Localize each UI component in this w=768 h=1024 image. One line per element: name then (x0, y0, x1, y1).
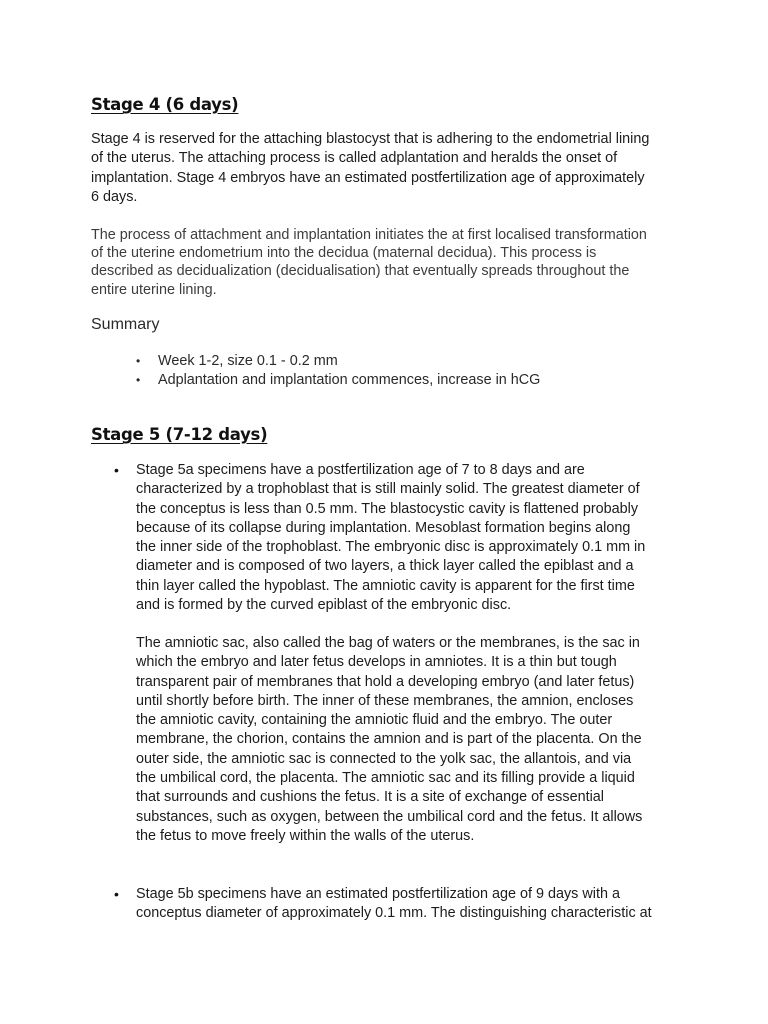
text-line: of the uterine endometrium into the decidua (maternal decidua). This process is (91, 245, 597, 262)
text-line: Stage 5a specimens have a postfertilization age of 7 to 8 days and are (136, 462, 585, 478)
stage4-heading: Stage 4 (6 days) (91, 95, 239, 114)
text-line: thin layer called the hypoblast. The amniotic cavity is apparent for the first time (136, 577, 635, 594)
text-line: the amniotic cavity, containing the amniotic fluid and the embryo. The outer (136, 712, 613, 729)
stage5-heading: Stage 5 (7-12 days) (91, 425, 268, 444)
text-line: until shortly before birth. The inner of these membranes, the amnion, encloses (136, 692, 634, 709)
summary-item: • Week 1-2, size 0.1 - 0.2 mm (136, 352, 540, 371)
text-line: membrane, the chorion, contains the amnion and is part of the placenta. On the (136, 731, 642, 748)
stage4-paragraph-1 (91, 130, 681, 207)
text-line: the inner side of the trophoblast. The embryonic disc is approximately 0.1 mm in (136, 539, 646, 556)
text-line: because of its collapse during implantation. Mesoblast formation begins along (136, 519, 631, 536)
text-line: Stage 4 is reserved for the attaching blastocyst that is adhering to the endometrial lining (91, 131, 650, 147)
text-line: entire uterine lining. (91, 281, 217, 298)
summary-heading: Summary (91, 316, 160, 333)
text-line: the umbilical cord, the placenta. The amniotic sac and its filling provide a liquid (136, 770, 635, 787)
text-line: conceptus diameter of approximately 0.1 mm. The distinguishing characteristic at (136, 905, 652, 922)
text-line: implantation. Stage 4 embryos have an estimated postfertilization age of approximately (91, 169, 645, 186)
amniotic-sac-paragraph (136, 634, 684, 846)
summary-list (136, 352, 540, 390)
bullet-marker: • (114, 886, 119, 902)
text-line: The amniotic sac, also called the bag of waters or the membranes, is the sac in (136, 635, 640, 651)
text-line: of the uterus. The attaching process is called adplantation and heralds the onset of (91, 150, 618, 167)
text-line: substances, such as oxygen, between the umbilical cord and the fetus. It allows (136, 808, 643, 825)
text-line: which the embryo and later fetus develops in amniotes. It is a thin but tough (136, 654, 617, 671)
bullet-marker: • (114, 462, 119, 478)
stage5b-text (136, 885, 684, 924)
text-line: outer side, the amniotic sac is connected to the yolk sac, the allantois, and via (136, 750, 632, 767)
text-line: characterized by a trophoblast that is still mainly solid. The greatest diameter of (136, 481, 640, 498)
stage4-paragraph-2 (91, 226, 681, 299)
text-line: The process of attachment and implantation initiates the at first localised transformation (91, 227, 647, 243)
text-line: the conceptus is less than 0.5 mm. The blastocystic cavity is flattened probably (136, 500, 639, 517)
text-line: described as decidualization (decidualisation) that eventually spreads throughout the (91, 263, 630, 280)
text-line: the fetus to move freely within the walls of the uterus. (136, 827, 475, 844)
text-line: 6 days. (91, 188, 138, 205)
stage5a-text (136, 461, 684, 615)
text-line: diameter and is composed of two layers, a thick layer called the epiblast and a (136, 558, 634, 575)
text-line: and is formed by the curved epiblast of the embryonic disc. (136, 597, 512, 614)
text-line: transparent pair of membranes that hold a developing embryo (and later fetus) (136, 673, 635, 690)
text-line: Stage 5b specimens have an estimated postfertilization age of 9 days with a (136, 886, 620, 902)
text-line: that surrounds and cushions the fetus. It is a site of exchange of essential (136, 789, 604, 806)
summary-item: • Adplantation and implantation commences, increase in hCG (136, 371, 540, 390)
